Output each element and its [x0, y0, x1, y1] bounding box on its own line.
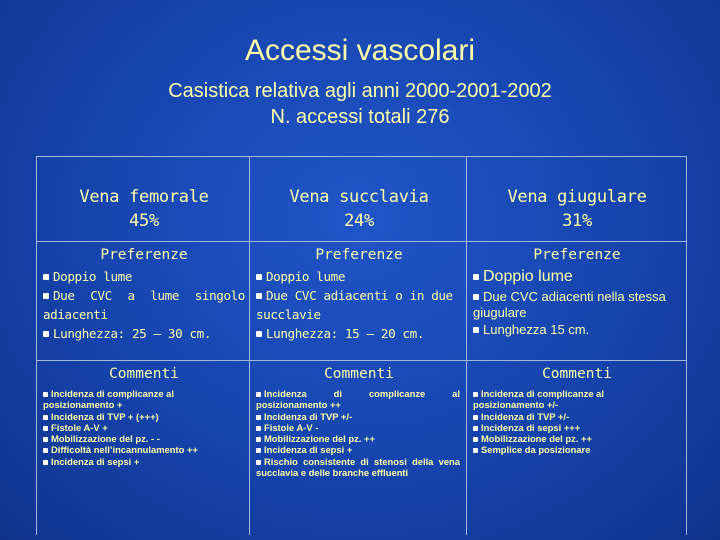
list-item: Semplice da posizionare [473, 444, 663, 455]
bullet-icon [473, 426, 478, 431]
list-item: Difficoltà nell’incannulamento ++ [43, 444, 213, 455]
list-item: Due CVC a lume singolo adiacenti [43, 288, 245, 322]
list-item: Lunghezza: 25 – 30 cm. [43, 324, 245, 343]
bullet-icon [256, 437, 261, 442]
list-item: Incidenza di sepsi + [256, 444, 460, 455]
list-item: Mobilizzazione del pz. ++ [473, 433, 663, 444]
bullet-icon [43, 448, 48, 453]
vein-percent: 31% [562, 211, 592, 231]
list-item: Incidenza di sepsi +++ [473, 422, 663, 433]
list-item: Incidenza di complicanze al posizionamento +/- [473, 388, 604, 411]
preferences-label: Preferenze [533, 247, 621, 263]
bullet-icon [473, 415, 478, 420]
row-divider [37, 360, 686, 361]
bullet-icon [43, 293, 49, 299]
vein-percent: 24% [344, 211, 374, 231]
bullet-icon [473, 274, 479, 280]
list-item: Mobilizzazione del pz. ++ [256, 433, 460, 444]
vein-percent: 45% [129, 211, 159, 231]
vein-name: Vena succlavia [289, 187, 429, 207]
comments-label: Commenti [324, 366, 394, 382]
bullet-icon [43, 437, 48, 442]
bullet-icon [256, 392, 261, 397]
list-item: Fistole A-V - [256, 422, 460, 433]
preferences-succlavia [250, 267, 466, 343]
list-item: Due CVC adiacenti o in due succlavie [256, 288, 453, 322]
list-item: Lunghezza: 15 – 20 cm. [256, 324, 462, 343]
subtitle-period: Casistica relativa agli anni 2000-2001-2002 [168, 80, 552, 102]
comments-label: Commenti [109, 366, 179, 382]
slide-title: Accessi vascolari [244, 34, 476, 67]
bullet-icon [43, 415, 48, 420]
bullet-icon [473, 448, 478, 453]
preferences-label: Preferenze [315, 247, 403, 263]
preferences-label: Preferenze [100, 247, 188, 263]
list-item: Due CVC adiacenti nella stessa giugulare [473, 289, 666, 320]
header-giugulare [467, 185, 685, 233]
comments-giugulare [467, 388, 667, 456]
comments-label: Commenti [542, 366, 612, 382]
row-divider [37, 241, 686, 242]
bullet-icon [256, 460, 261, 465]
vein-name: Vena giugulare [507, 187, 647, 207]
header-succlavia [250, 185, 466, 233]
bullet-icon [256, 415, 261, 420]
preferences-femorale [37, 267, 249, 343]
bullet-icon [256, 274, 262, 280]
slide-subtitle [0, 78, 720, 130]
comments-succlavia [250, 388, 464, 478]
bullet-icon [473, 294, 479, 300]
list-item: Incidenza di TVP +/- [473, 411, 663, 422]
list-item: Lunghezza 15 cm. [473, 321, 681, 339]
list-item: Doppio lume [473, 267, 681, 287]
comments-femorale [37, 388, 217, 467]
list-item: Incidenza di complicanze al posizionamento ++ [256, 388, 460, 411]
bullet-icon [256, 448, 261, 453]
list-item: Incidenza di sepsi + [43, 456, 213, 467]
preferences-giugulare [467, 267, 685, 339]
subtitle-total: N. accessi totali 276 [270, 106, 450, 128]
list-item: Incidenza di complicanze al posizionamento + [43, 388, 174, 411]
list-item: Doppio lume [43, 267, 245, 286]
bullet-icon [43, 274, 49, 280]
header-femorale [37, 185, 249, 233]
list-item: Doppio lume [256, 267, 462, 286]
bullet-icon [43, 426, 48, 431]
bullet-icon [473, 327, 479, 333]
list-item: Incidenza di TVP + (+++) [43, 411, 213, 422]
list-item: Incidenza di TVP +/- [256, 411, 460, 422]
bullet-icon [256, 293, 262, 299]
vein-name: Vena femorale [79, 187, 209, 207]
bullet-icon [473, 437, 478, 442]
list-item: Rischio consistente di stenosi della vena succlavia e delle branche effluenti [256, 455, 460, 479]
comparison-table [36, 156, 687, 535]
bullet-icon [256, 331, 262, 337]
bullet-icon [43, 392, 48, 397]
bullet-icon [43, 460, 48, 465]
list-item: Fistole A-V + [43, 422, 213, 433]
bullet-icon [256, 426, 261, 431]
list-item: Mobilizzazione del pz. - - [43, 433, 213, 444]
bullet-icon [473, 392, 478, 397]
bullet-icon [43, 331, 49, 337]
